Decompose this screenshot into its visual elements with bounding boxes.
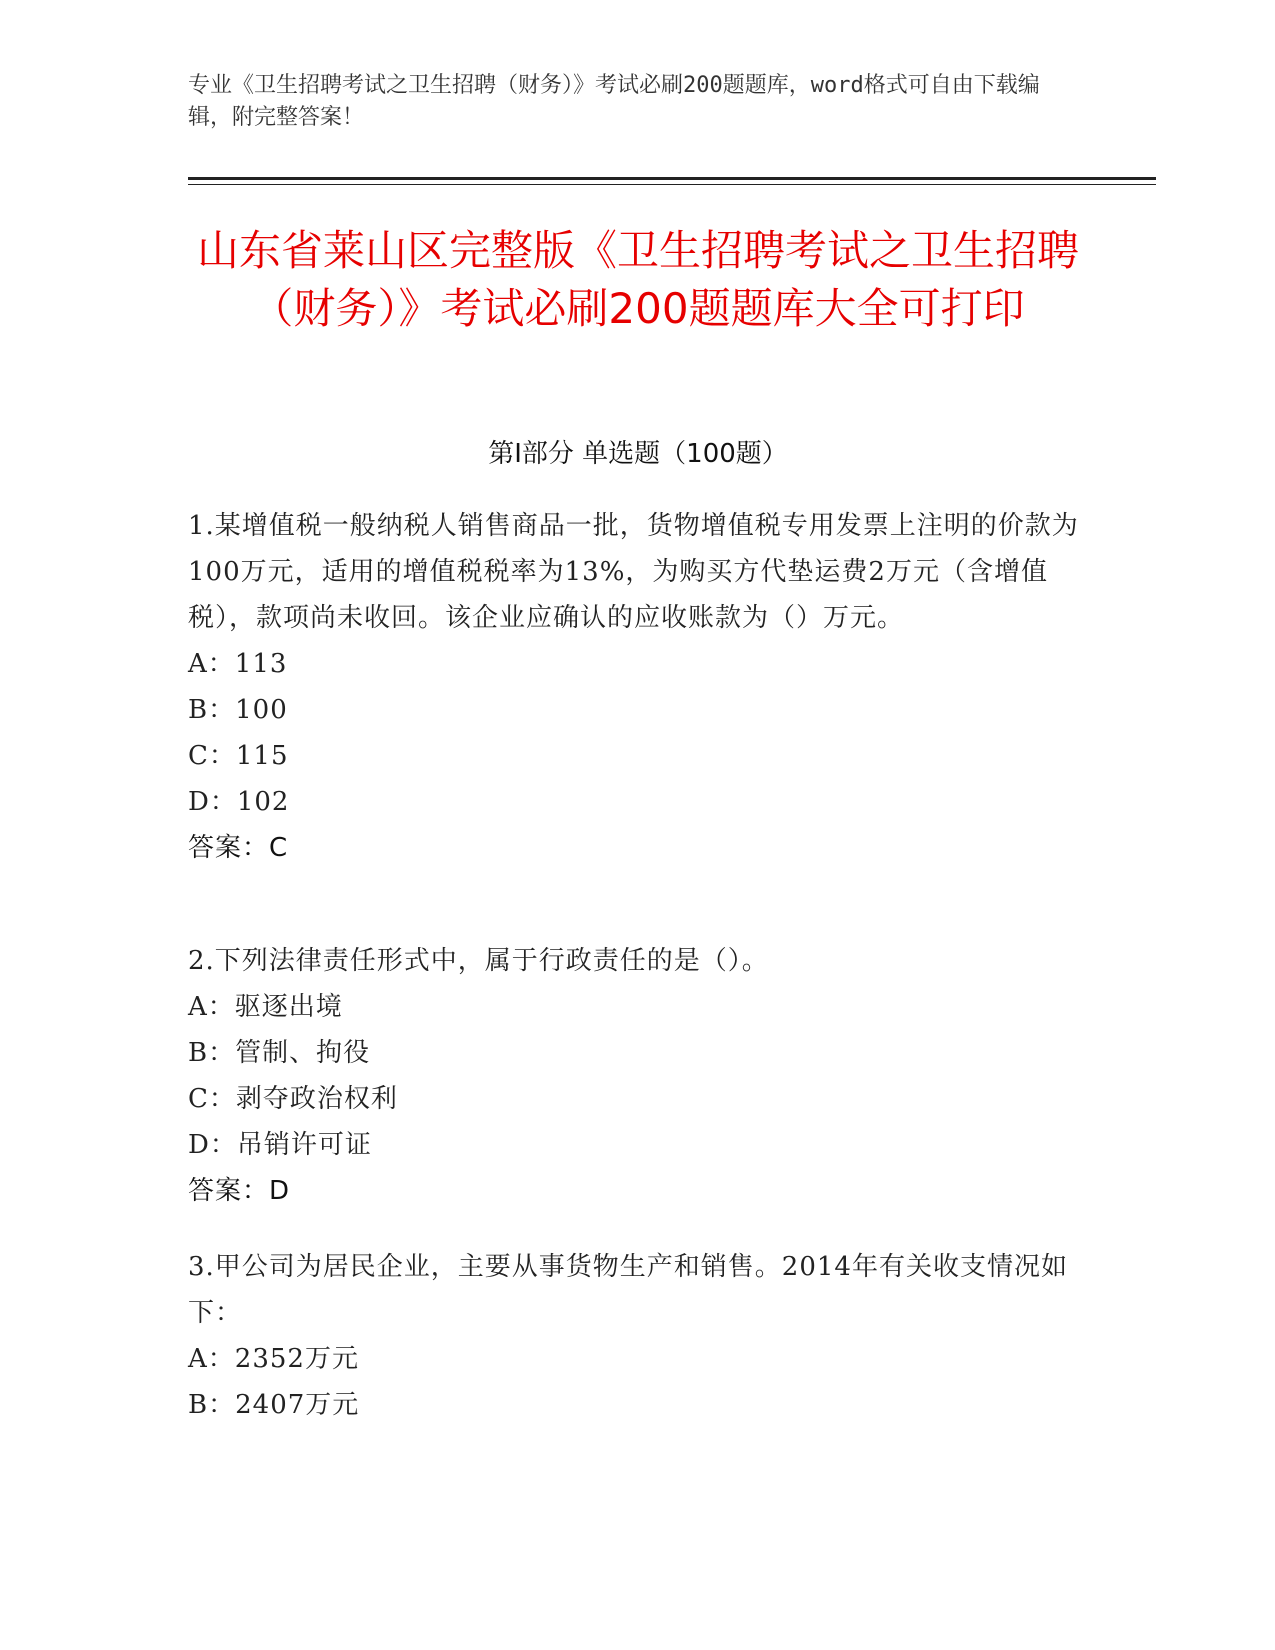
- section-heading: 第I部分 单选题（100题）: [488, 439, 788, 469]
- answer: 答案：C: [188, 833, 289, 863]
- option-d: D：吊销许可证: [188, 1130, 372, 1160]
- option-a: A：113: [188, 649, 288, 679]
- question-1: [188, 503, 1088, 871]
- option-a: A：2352万元: [188, 1344, 359, 1374]
- question-3: [188, 1244, 1088, 1428]
- question-stem: 2.下列法律责任形式中，属于行政责任的是（）。: [188, 946, 769, 976]
- option-d: D：102: [188, 787, 290, 817]
- question-2: [188, 938, 1088, 1214]
- option-c: C：剥夺政治权利: [188, 1084, 398, 1114]
- option-b: B：100: [188, 695, 288, 725]
- document-title: 山东省莱山区完整版《卫生招聘考试之卫生招聘（财务）》考试必刷200题题库大全可打印: [196, 226, 1079, 333]
- option-b: B：管制、拘役: [188, 1038, 371, 1068]
- question-stem: 1.某增值税一般纳税人销售商品一批，货物增值税专用发票上注明的价款为100万元，适用的增值税税率为13%，为购买方代垫运费2万元（含增值税），款项尚未收回。该企业应确认的应收账款为（）万元。: [188, 511, 1079, 633]
- header-rule-thin: [188, 184, 1156, 185]
- option-b: B：2407万元: [188, 1390, 360, 1420]
- header-note: 专业《卫生招聘考试之卫生招聘（财务）》考试必刷200题题库，word格式可自由下载编辑，附完整答案！: [188, 73, 1040, 130]
- option-a: A：驱逐出境: [188, 992, 343, 1022]
- header-rule-thick: [188, 177, 1156, 180]
- question-stem: 3.甲公司为居民企业，主要从事货物生产和销售。2014年有关收支情况如下：: [188, 1252, 1068, 1328]
- answer: 答案：D: [188, 1176, 291, 1206]
- option-c: C：115: [188, 741, 289, 771]
